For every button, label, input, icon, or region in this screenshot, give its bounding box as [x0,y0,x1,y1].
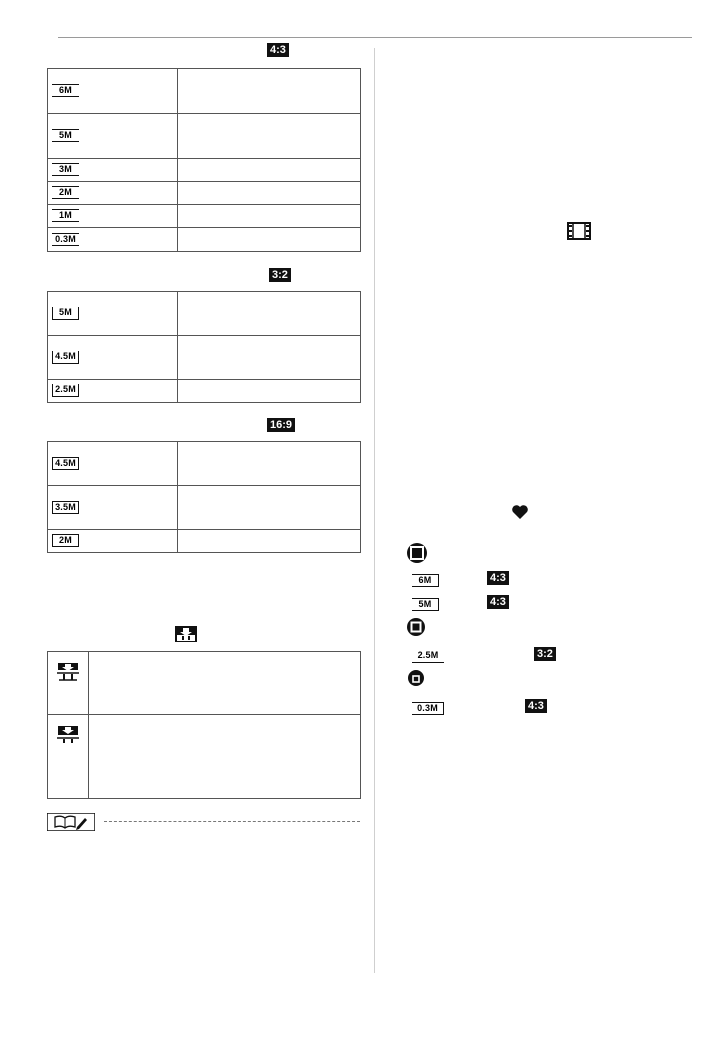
table-row [48,159,178,182]
aspect-badge-4-3: 4:3 [267,43,289,57]
table-row [48,442,178,486]
top-rule [58,37,692,38]
resolution-6m-icon: 6M [412,574,439,587]
table-row [48,292,178,336]
resolution-3-5m-icon: 3.5M [52,501,79,514]
table-row [48,205,178,228]
aspect-badge-3-2: 3:2 [269,268,291,282]
resolution-1m-icon: 1M [52,209,79,222]
resolution-0-3m-icon: 0.3M [52,233,79,246]
list-item [412,700,444,718]
resolution-6m-icon: 6M [52,84,79,97]
resolution-5m-icon: 5M [412,598,439,611]
size-medium-icon [406,617,426,637]
quality-standard-icon [175,626,197,642]
resolution-2m-icon: 2M [52,534,79,547]
table-row [48,182,178,205]
resolution-4-5m-icon: 4.5M [52,457,79,470]
resolution-table-4-3 [47,68,361,252]
resolution-0-3m-icon: 0.3M [412,702,444,715]
quality-standard-icon [56,725,80,745]
quality-fine-icon [56,662,80,682]
resolution-5m-icon: 5M [52,129,79,142]
aspect-badge-3-2: 3:2 [534,647,556,661]
table-row [48,530,178,553]
list-item [412,572,439,590]
table-row [48,715,89,799]
table-row [48,69,178,114]
size-small-icon [407,669,425,687]
table-row [48,652,89,715]
film-strip-icon [567,222,591,240]
resolution-2-5m-icon: 2.5M [52,384,79,397]
aspect-badge-4-3: 4:3 [525,699,547,713]
resolution-table-3-2 [47,291,361,403]
table-row [48,380,178,403]
aspect-badge-4-3: 4:3 [487,595,509,609]
table-row [48,486,178,530]
resolution-table-16-9 [47,441,361,553]
column-separator [374,48,375,973]
resolution-2m-icon: 2M [52,186,79,199]
aspect-badge-16-9: 16:9 [267,418,295,432]
aspect-badge-4-3: 4:3 [487,571,509,585]
list-item [412,648,444,666]
resolution-2-5m-icon: 2.5M [412,650,444,663]
separator-dashed [104,821,360,822]
resolution-4-5m-icon: 4.5M [52,351,79,364]
size-large-icon [406,542,428,564]
note-icon [47,813,95,831]
table-row [48,336,178,380]
list-item [412,596,439,614]
table-row [48,228,178,252]
quality-table [47,651,361,799]
resolution-5m-icon: 5M [52,307,79,320]
heart-icon [511,504,529,520]
resolution-3m-icon: 3M [52,163,79,176]
table-row [48,114,178,159]
